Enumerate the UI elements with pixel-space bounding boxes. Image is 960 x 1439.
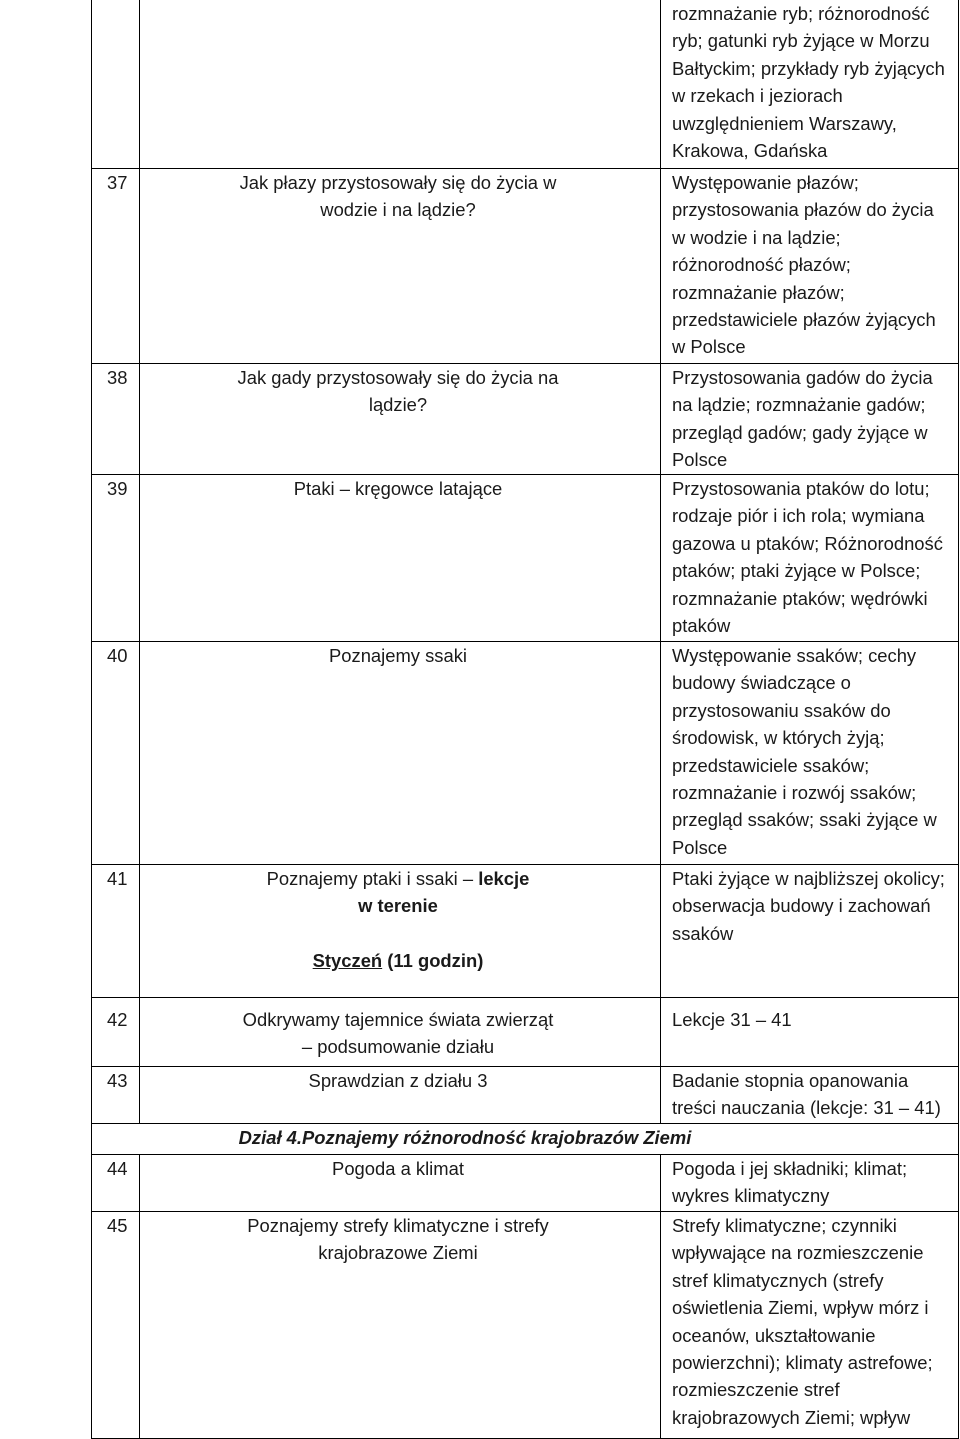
content-line: ptaków; ptaki żyjące w Polsce; — [672, 560, 921, 582]
lesson-topic — [140, 865, 661, 998]
lesson-topic — [140, 1155, 661, 1212]
content-line: powierzchni); klimaty astrefowe; — [672, 1352, 933, 1374]
content-line: uwzględnieniem Warszawy, — [672, 112, 897, 134]
table-row — [92, 642, 959, 865]
lesson-number: 41 — [92, 865, 140, 998]
table-row — [92, 1212, 959, 1439]
content-line: środowisk, w których żyją; — [672, 727, 885, 749]
content-line: rozmnażanie płazów; — [672, 281, 845, 303]
table-row — [92, 1124, 959, 1155]
lesson-topic — [140, 642, 661, 865]
curriculum-table — [91, 0, 959, 1439]
lesson-content — [661, 0, 959, 169]
lesson-content — [661, 642, 959, 865]
table-row — [92, 865, 959, 998]
content-line: na lądzie; rozmnażanie gadów; — [672, 394, 926, 416]
content-line: przystosowaniu ssaków do — [672, 699, 891, 721]
topic-line: Jak gady przystosowały się do życia na — [237, 367, 559, 388]
topic-line: wodzie i na lądzie? — [320, 199, 476, 221]
lesson-number: 43 — [92, 1067, 140, 1124]
content-line: Przystosowania gadów do życia — [672, 367, 933, 388]
table-row — [92, 475, 959, 642]
topic-text: Poznajemy ptaki i ssaki – — [266, 868, 479, 889]
content-line: Polsce — [672, 836, 728, 858]
content-line: rozmnażanie i rozwój ssaków; — [672, 782, 917, 804]
content-line: ptaków — [672, 615, 731, 637]
topic-line: Pogoda a klimat — [332, 1158, 464, 1179]
content-line: w Polsce — [672, 336, 746, 358]
content-line: w rzekach i jeziorach — [672, 85, 843, 107]
content-line: Polsce — [672, 449, 728, 471]
lesson-content — [661, 1067, 959, 1124]
topic-line: Poznajemy strefy klimatyczne i strefy — [247, 1215, 549, 1236]
table-row — [92, 998, 959, 1067]
table-row — [92, 169, 959, 364]
month-name: Styczeń — [312, 950, 383, 972]
content-line: przystosowania płazów do życia — [672, 199, 934, 221]
content-line: wpływające na rozmieszczenie — [672, 1242, 924, 1264]
content-line: różnorodność płazów; — [672, 254, 851, 276]
topic-line — [158, 865, 638, 892]
table-row — [92, 1155, 959, 1212]
content-line: budowy świadczące o — [672, 672, 851, 694]
lesson-topic — [140, 1212, 661, 1439]
month-hours: (11 godzin) — [382, 950, 484, 972]
content-line: oświetlenia Ziemi, wpływ mórz i — [672, 1297, 929, 1319]
content-line: w wodzie i na lądzie; — [672, 226, 841, 248]
lesson-topic — [140, 0, 661, 169]
content-line: Przystosowania ptaków do lotu; — [672, 478, 930, 499]
content-line: Występowanie ssaków; cechy — [672, 645, 917, 666]
lesson-number: 40 — [92, 642, 140, 865]
spacer — [158, 920, 638, 947]
lesson-topic — [140, 1067, 661, 1124]
lesson-content — [661, 865, 959, 998]
topic-bold-line: w terenie — [358, 895, 438, 917]
content-line: stref klimatycznych (strefy — [672, 1269, 884, 1291]
lesson-content — [661, 998, 959, 1067]
topic-line: krajobrazowe Ziemi — [318, 1242, 478, 1264]
section-heading: Dział 4.Poznajemy różnorodność krajobrazów Ziemi — [92, 1124, 959, 1155]
lesson-content — [661, 169, 959, 364]
content-line: rodzaje piór i ich rola; wymiana — [672, 505, 925, 527]
table-row — [92, 364, 959, 475]
table-row — [92, 0, 959, 169]
content-line: Pogoda i jej składniki; klimat; — [672, 1158, 908, 1179]
content-line: ryb; gatunki ryb żyjące w Morzu — [672, 30, 930, 52]
topic-line: Poznajemy ssaki — [329, 645, 467, 666]
content-line: Lekcje 31 – 41 — [672, 1009, 792, 1030]
lesson-number: 42 — [92, 998, 140, 1067]
content-line: gazowa u ptaków; Różnorodność — [672, 532, 943, 554]
topic-line: Jak płazy przystosowały się do życia w — [239, 172, 557, 193]
lesson-number: 37 — [92, 169, 140, 364]
lesson-number: 38 — [92, 364, 140, 475]
content-line: krajobrazowych Ziemi; wpływ — [672, 1406, 911, 1428]
lesson-content — [661, 364, 959, 475]
lesson-number: 44 — [92, 1155, 140, 1212]
content-line: Strefy klimatyczne; czynniki — [672, 1215, 897, 1236]
content-line: rozmieszczenie stref — [672, 1379, 840, 1401]
lesson-content — [661, 475, 959, 642]
lesson-topic — [140, 169, 661, 364]
lesson-topic — [140, 998, 661, 1067]
content-line: rozmnażanie ryb; różnorodność — [672, 3, 930, 24]
lesson-number: 39 — [92, 475, 140, 642]
topic-line: Ptaki – kręgowce latające — [293, 478, 503, 499]
month-heading — [158, 947, 638, 974]
content-line: Badanie stopnia opanowania — [672, 1070, 909, 1091]
content-line: Ptaki żyjące w najbliższej okolicy; — [672, 868, 945, 889]
content-line: przegląd ssaków; ssaki żyjące w — [672, 809, 937, 831]
lesson-content — [661, 1155, 959, 1212]
content-line: Występowanie płazów; — [672, 172, 859, 193]
lesson-number — [92, 0, 140, 169]
lesson-topic — [140, 364, 661, 475]
content-line: przedstawiciele ssaków; — [672, 754, 870, 776]
content-line: Krakowa, Gdańska — [672, 140, 828, 162]
topic-line: lądzie? — [368, 394, 428, 416]
lesson-topic — [140, 475, 661, 642]
topic-line: – podsumowanie działu — [301, 1036, 495, 1058]
content-line: obserwacja budowy i zachowań — [672, 895, 931, 917]
lesson-content — [661, 1212, 959, 1439]
content-line: wykres klimatyczny — [672, 1185, 830, 1207]
topic-line: Odkrywamy tajemnice świata zwierząt — [242, 1009, 554, 1030]
content-line: rozmnażanie ptaków; wędrówki — [672, 587, 928, 609]
content-line: przegląd gadów; gady żyjące w — [672, 421, 928, 443]
table-row — [92, 1067, 959, 1124]
content-line: ssaków — [672, 922, 734, 944]
lesson-number: 45 — [92, 1212, 140, 1439]
content-line: treści nauczania (lekcje: 31 – 41) — [672, 1097, 941, 1119]
content-line: oceanów, ukształtowanie — [672, 1324, 876, 1346]
content-line: Bałtyckim; przykłady ryb żyjących — [672, 57, 945, 79]
topic-bold-text: lekcje — [478, 868, 530, 889]
topic-line: Sprawdzian z działu 3 — [308, 1070, 488, 1091]
content-line: przedstawiciele płazów żyjących — [672, 309, 936, 331]
